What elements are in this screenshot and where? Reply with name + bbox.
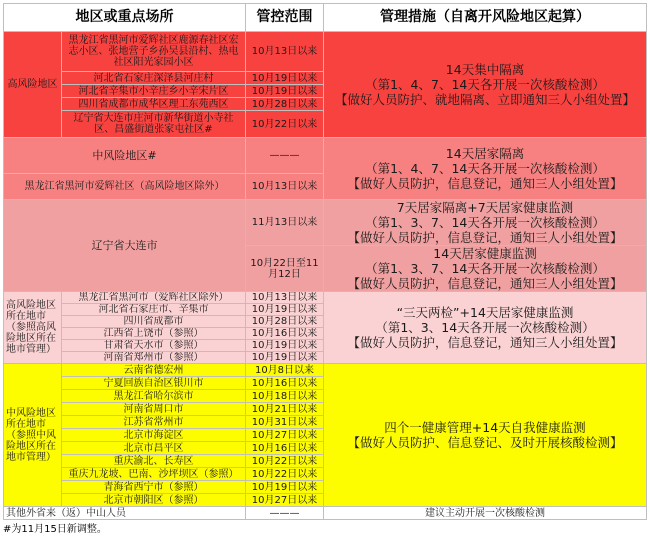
- place-cell: 黑龙江省哈尔滨市: [62, 390, 246, 403]
- scope-cell: ———: [246, 138, 324, 174]
- scope-cell: 10月18日以来: [246, 390, 324, 403]
- place-cell: 黑龙江省黑河市爱辉社区（高风险地区除外）: [4, 174, 246, 200]
- measure-line: 14天居家健康监测: [433, 246, 537, 261]
- scope-cell: 10月28日以来: [246, 316, 324, 328]
- measure-line: 【做好人员防护，信息登记，通知三人小组处置】: [347, 176, 623, 191]
- scope-cell: 10月16日以来: [246, 442, 324, 455]
- place-cell: 河南省郑州市（参照）: [62, 352, 246, 364]
- place-cell: 青海省西宁市（参照）: [62, 481, 246, 494]
- scope-cell: 10月22日以来: [246, 111, 324, 138]
- table-row: [4, 200, 647, 246]
- scope-cell: ———: [246, 507, 324, 520]
- place-cell: 辽宁省大连市庄河市新华街道小寺社区、昌盛街道张家屯社区#: [62, 111, 246, 138]
- scope-cell: 10月22日以来: [246, 455, 324, 468]
- scope-cell: 10月19日以来: [246, 340, 324, 352]
- scope-cell: 10月13日以来: [246, 174, 324, 200]
- scope-cell: 10月8日以来: [246, 364, 324, 377]
- header-scope: 管控范围: [246, 4, 324, 32]
- mid-city-measure: [324, 364, 647, 507]
- place-cell: 北京市昌平区: [62, 442, 246, 455]
- scope-cell: 10月21日以来: [246, 403, 324, 416]
- place-cell: 河北省石家庄市、辛集市: [62, 304, 246, 316]
- measure-line: 【做好人员防护，信息登记，通知三人小组处置】: [347, 230, 623, 245]
- scope-cell: 10月16日以来: [246, 377, 324, 390]
- mid-city-label: 中风险地区所在地市（参照中风险地区所在地市管理）: [4, 364, 62, 507]
- table-row: [4, 32, 647, 72]
- place-cell: 北京市海淀区: [62, 429, 246, 442]
- scope-cell: 10月19日以来: [246, 481, 324, 494]
- scope-cell: 10月19日以来: [246, 72, 324, 85]
- place-cell: 黑龙江省黑河市爱辉社区鹿源春社区宏志小区、张地营子乡孙吴县沿村、热电社区阳光家园小区: [62, 32, 246, 72]
- table-row: [4, 138, 647, 174]
- mid-risk-measure: [324, 138, 647, 200]
- measure-line: 7天居家隔离+7天居家健康监测: [396, 200, 574, 215]
- place-cell: 河北省石家庄深泽县河庄村: [62, 72, 246, 85]
- measure-line: （第1、4、7、14天各开展一次核酸检测）: [365, 77, 605, 92]
- scope-cell: 10月13日以来: [246, 32, 324, 72]
- place-cell: 黑龙江省黑河市（爱辉社区除外）: [62, 292, 246, 304]
- place-cell: 河北省辛集市小辛庄乡小辛宋片区: [62, 85, 246, 98]
- footnote: #为11月15日新调整。: [3, 524, 107, 535]
- measure-line: （第1、4、7、14天各开展一次核酸检测）: [365, 161, 605, 176]
- dalian-measure-2: [324, 246, 647, 292]
- measure-line: 【做好人员防护、信息登记、及时开展核酸检测】: [347, 435, 623, 450]
- table-row: [4, 364, 647, 377]
- place-cell: 四川省成都市成华区理工东苑西区: [62, 98, 246, 111]
- scope-cell: 10月13日以来: [246, 292, 324, 304]
- header-region: 地区或重点场所: [4, 4, 246, 32]
- scope-cell: 10月27日以来: [246, 429, 324, 442]
- dalian-label: 辽宁省大连市: [4, 200, 246, 292]
- place-cell: 北京市朝阳区（参照）: [62, 494, 246, 507]
- place-cell: 重庆九龙坡、巴南、沙坪坝区（参照）: [62, 468, 246, 481]
- place-cell: 宁夏回族自治区银川市: [62, 377, 246, 390]
- measure-line: 【做好人员防护、就地隔离、立即通知三人小组处置】: [334, 92, 635, 107]
- scope-cell: 10月22日至11月12日: [246, 246, 324, 292]
- mid-risk-label: 中风险地区#: [4, 138, 246, 174]
- other-measure: 建议主动开展一次核酸检测: [324, 507, 647, 520]
- high-risk-measure: [324, 32, 647, 138]
- scope-cell: 10月16日以来: [246, 328, 324, 340]
- other-label: 其他外省来（返）中山人员: [4, 507, 246, 520]
- scope-cell: 10月19日以来: [246, 352, 324, 364]
- scope-cell: 10月19日以来: [246, 85, 324, 98]
- table-header-row: [4, 4, 647, 32]
- scope-cell: 10月28日以来: [246, 98, 324, 111]
- measure-line: “三天两检”+14天居家健康监测: [396, 305, 574, 320]
- scope-cell: 10月27日以来: [246, 494, 324, 507]
- measure-line: 【做好人员防护，信息登记，通知三人小组处置】: [347, 276, 623, 291]
- place-cell: 江苏省常州市: [62, 416, 246, 429]
- measure-line: 【做好人员防护，信息登记，通知三人小组处置】: [347, 335, 623, 350]
- scope-cell: 11月13日以来: [246, 200, 324, 246]
- measure-line: （第1、3、7、14天各开展一次核酸检测）: [365, 261, 605, 276]
- measure-line: （第1、3、7、14天各开展一次核酸检测）: [365, 215, 605, 230]
- measure-line: （第1、3、14天各开展一次核酸检测）: [375, 320, 595, 335]
- scope-cell: 10月22日以来: [246, 468, 324, 481]
- place-cell: 四川省成都市: [62, 316, 246, 328]
- scope-cell: 10月31日以来: [246, 416, 324, 429]
- place-cell: 甘肃省天水市（参照）: [62, 340, 246, 352]
- measure-line: 四个一健康管理+14天自我健康监测: [384, 420, 586, 435]
- scope-cell: 10月19日以来: [246, 304, 324, 316]
- table-row: [4, 507, 647, 520]
- place-cell: 重庆渝北、长寿区: [62, 455, 246, 468]
- risk-control-table: [3, 3, 647, 520]
- header-measure: 管理措施（自离开风险地区起算）: [324, 4, 647, 32]
- high-city-label: 高风险地区所在地市（参照高风险地区所在地市管理）: [4, 292, 62, 364]
- measure-line: 14天居家隔离: [445, 146, 525, 161]
- dalian-measure-1: [324, 200, 647, 246]
- high-risk-label: 高风险地区: [4, 32, 62, 138]
- high-city-measure: [324, 292, 647, 364]
- place-cell: 云南省德宏州: [62, 364, 246, 377]
- table-row: [4, 292, 647, 304]
- place-cell: 江西省上饶市（参照）: [62, 328, 246, 340]
- place-cell: 河南省周口市: [62, 403, 246, 416]
- measure-line: 14天集中隔离: [445, 62, 525, 77]
